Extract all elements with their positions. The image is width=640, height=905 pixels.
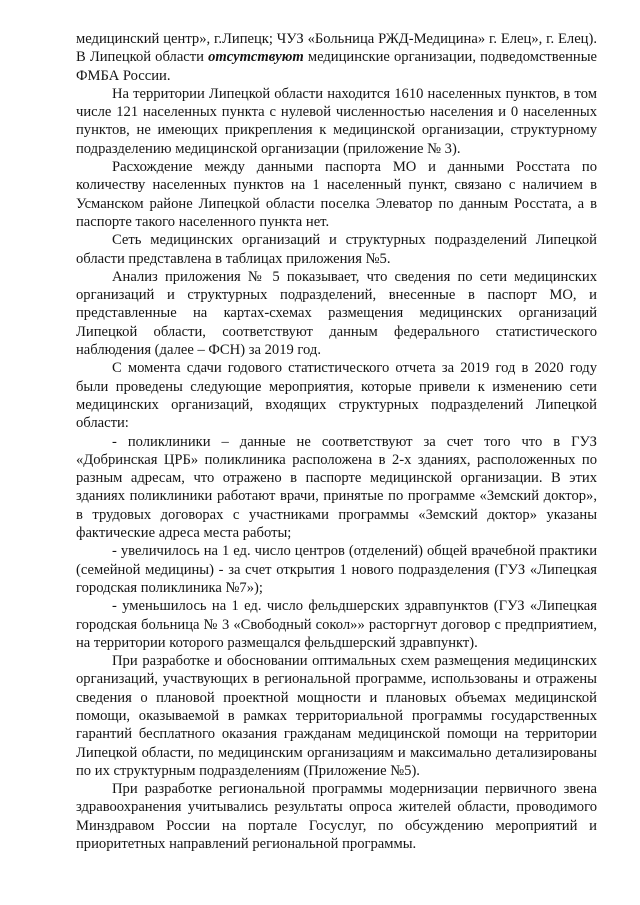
paragraph-network: Сеть медицинских организаций и структурных подразделений Липецкой области представлена в таблицах приложения №5. [76, 232, 597, 267]
list-item-gp-centers: - увеличилось на 1 ед. число центров (отделений) общей врачебной практики (семейной медицины) - за счет открытия 1 нового подразделения (ГУЗ «Липецкая городская поликлиника №7»); [76, 543, 597, 596]
paragraph-1 [76, 30, 597, 85]
paragraph-discrepancy: Расхождение между данными паспорта МО и данными Росстата по количеству населенных пунктов на 1 населенный пункт, связано с наличием в Усманском районе Липецкой области поселка Элеватор по данным Росстата, а в паспорте такого населенного пункта нет. [76, 159, 597, 230]
paragraph-1-text-after: медицинские организации, подведомственные ФМБА России. [76, 49, 597, 84]
paragraph-1-text-before: медицинский центр», г.Липецк; ЧУЗ «Больница РЖД-Медицина» г. Елец», г. Елец). В Липецкой области [76, 31, 597, 66]
paragraph-settlements: На территории Липецкой области находится 1610 населенных пунктов, в том числе 121 населенных пункта с нулевой численностью населения и 0 населенных пунктов, не имеющих прикрепления к медицинской организации, структурному подразделению медицинской организации (приложение № 3). [76, 85, 597, 157]
paragraph-analysis: Анализ приложения № 5 показывает, что сведения по сети медицинских организаций и структурных подразделений, внесенные в паспорт МО, и представленные на картах-схемах размещения медицинских организаций Липецкой области, соответствуют данным федерального статистического наблюдения (далее – ФСН) за 2019 год. [76, 268, 597, 359]
list-item-feldsher-posts: - уменьшилось на 1 ед. число фельдшерских здравпунктов (ГУЗ «Липецкая городская больница № 3 «Свободный сокол»» расторгнут договор с предприятием, на территории которого размещался фельдшерский здравпункт). [76, 598, 597, 651]
document-page [76, 30, 597, 853]
paragraph-survey: При разработке региональной программы модернизации первичного звена здравоохранения учитывались результаты опроса жителей области, проводимого Минздравом России на портале Госуслуг, по обсуждению мероприятий и приоритетных направлений региональной программы. [76, 781, 597, 853]
paragraph-optimal-schemes: При разработке и обосновании оптимальных схем размещения медицинских организаций, участвующих в региональной программе, использованы и отражены сведения о плановой проектной мощности и плановых объемах медицинской помощи, оказываемой в рамках территориальной программы государственных гарантий бесплатного оказания гражданам медицинской помощи на территории Липецкой области, по медицинским организациям и максимально детализированы по их структурным подразделениям (Приложение №5). [76, 653, 597, 779]
emphasized-word: отсутствуют [208, 49, 304, 66]
paragraph-changes-intro: С момента сдачи годового статистического отчета за 2019 год в 2020 году были проведены следующие мероприятия, которые привели к изменению сети медицинских организаций, входящих структурных подразделений Липецкой области: [76, 360, 597, 432]
list-item-polyclinics: - поликлиники – данные не соответствуют за счет того что в ГУЗ «Добринская ЦРБ» поликлиника расположена в 2-х зданиях, расположенных по разным адресам, что отражено в паспорте медицинской организации. В этих зданиях поликлиники работают врачи, принятые по программе «Земский доктор», в трудовых договорах с участниками программы «Земский доктор» указаны фактические адреса места работы; [76, 433, 597, 542]
